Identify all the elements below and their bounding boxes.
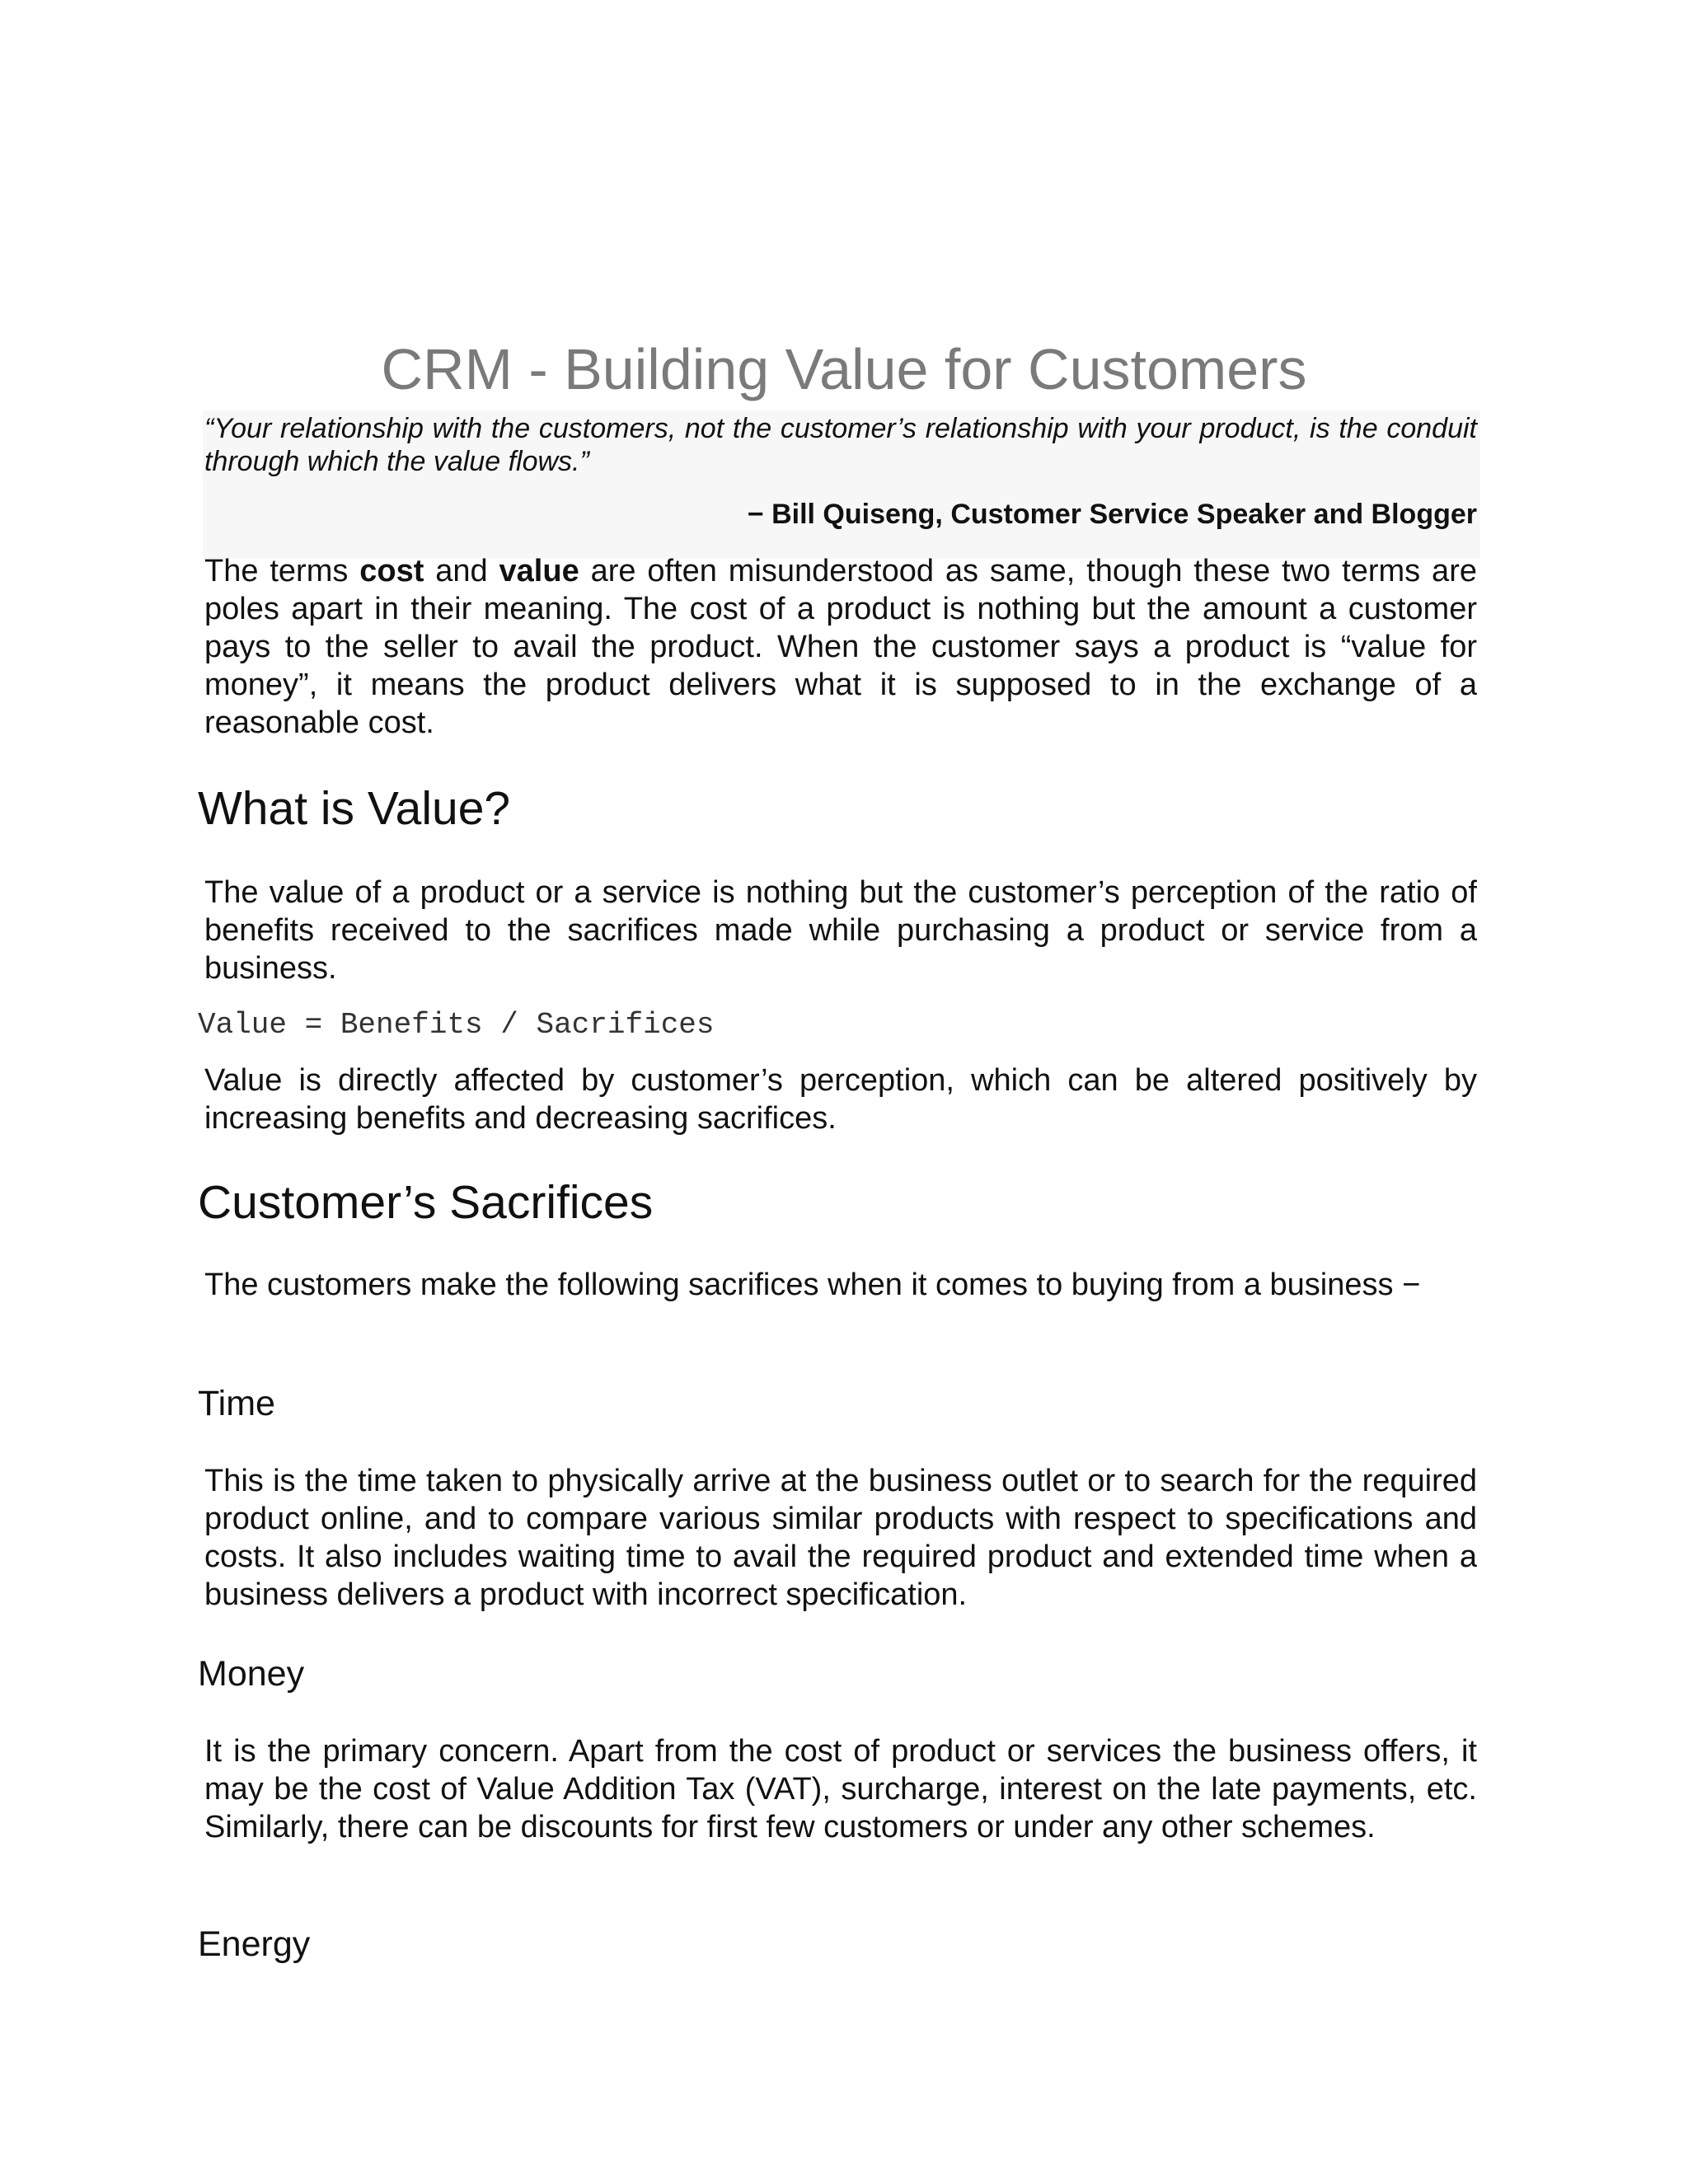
quote-text: “Your relationship with the customers, not the customer’s relationship with your product, is the conduit through which the value flows.” xyxy=(204,413,1477,477)
value-perception-paragraph: Value is directly affected by customer’s perception, which can be altered positively by increasing benefits and decreasing sacrifices. xyxy=(204,1063,1477,1136)
intro-text-3: are often misunderstood as same, though these two terms are poles apart in their meaning. The cost of a product is nothing but the amount a customer pays to the seller to avail the product. When the customer says a product is “value for money”, it means the product delivers what it is supposed to in the exchange of a reasonable cost. xyxy=(204,554,1477,740)
intro-text-1: The terms xyxy=(204,554,360,588)
sacrifices-intro-paragraph: The customers make the following sacrifices when it comes to buying from a business − xyxy=(204,1268,1421,1302)
intro-paragraph xyxy=(204,552,1477,742)
money-paragraph: It is the primary concern. Apart from the cost of product or services the business offers, it may be the cost of Value Addition Tax (VAT), surcharge, interest on the late payments, etc. Similarly, there can be discounts for first few customers or under any other schemes. xyxy=(204,1734,1477,1844)
quote-author: − Bill Quiseng, Customer Service Speaker and Blogger xyxy=(747,499,1477,530)
intro-text-2: and xyxy=(424,554,499,588)
heading-what-is-value: What is Value? xyxy=(198,782,511,835)
term-value: value xyxy=(499,554,579,588)
value-definition-paragraph: The value of a product or a service is nothing but the customer’s perception of the ratio of benefits received to the sacrifices made while purchasing a product or service from a business. xyxy=(204,875,1477,986)
time-paragraph: This is the time taken to physically arrive at the business outlet or to search for the required product online, and to compare various similar products with respect to specifications and costs. It also includes waiting time to avail the required product and extended time when a business delivers a product with incorrect specification. xyxy=(204,1464,1477,1612)
term-cost: cost xyxy=(359,554,424,588)
heading-money: Money xyxy=(198,1654,305,1694)
heading-customer-sacrifices: Customer’s Sacrifices xyxy=(198,1176,654,1229)
value-formula: Value = Benefits / Sacrifices xyxy=(198,1008,715,1042)
page-title: CRM - Building Value for Customers xyxy=(381,337,1307,401)
heading-energy: Energy xyxy=(198,1924,311,1964)
heading-time: Time xyxy=(198,1384,275,1423)
